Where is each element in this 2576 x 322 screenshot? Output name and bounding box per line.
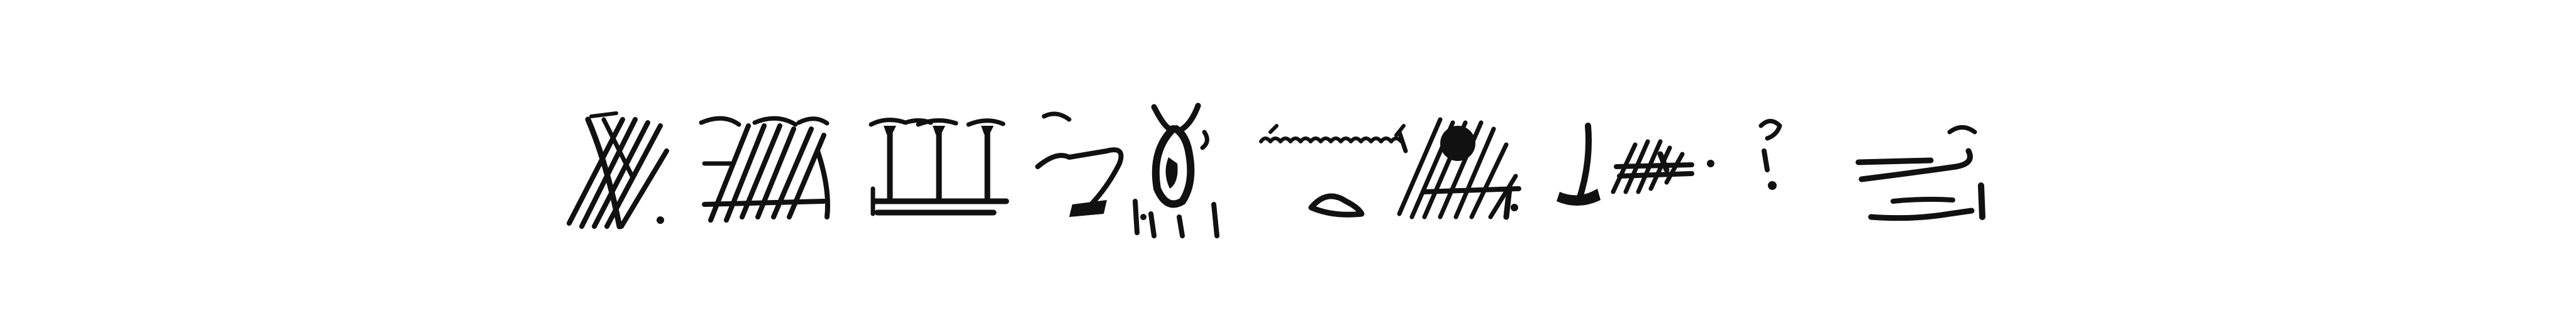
hatched-sun-glyph	[1399, 119, 1519, 217]
hatched-bar-glyph	[1613, 142, 1714, 192]
seated-figure-glyph	[1135, 106, 1217, 236]
double-stroke-hook-glyph	[1858, 128, 1982, 218]
hatched-comb-glyph	[701, 118, 828, 220]
hatched-crossed-glyph	[569, 113, 667, 226]
wavy-water-glyph	[1261, 126, 1406, 214]
reed-leaf-glyph	[1557, 126, 1601, 206]
tick-dot-glyph	[1761, 121, 1780, 191]
triple-pillar-glyph	[871, 120, 1006, 214]
crook-glyph	[1038, 114, 1121, 217]
